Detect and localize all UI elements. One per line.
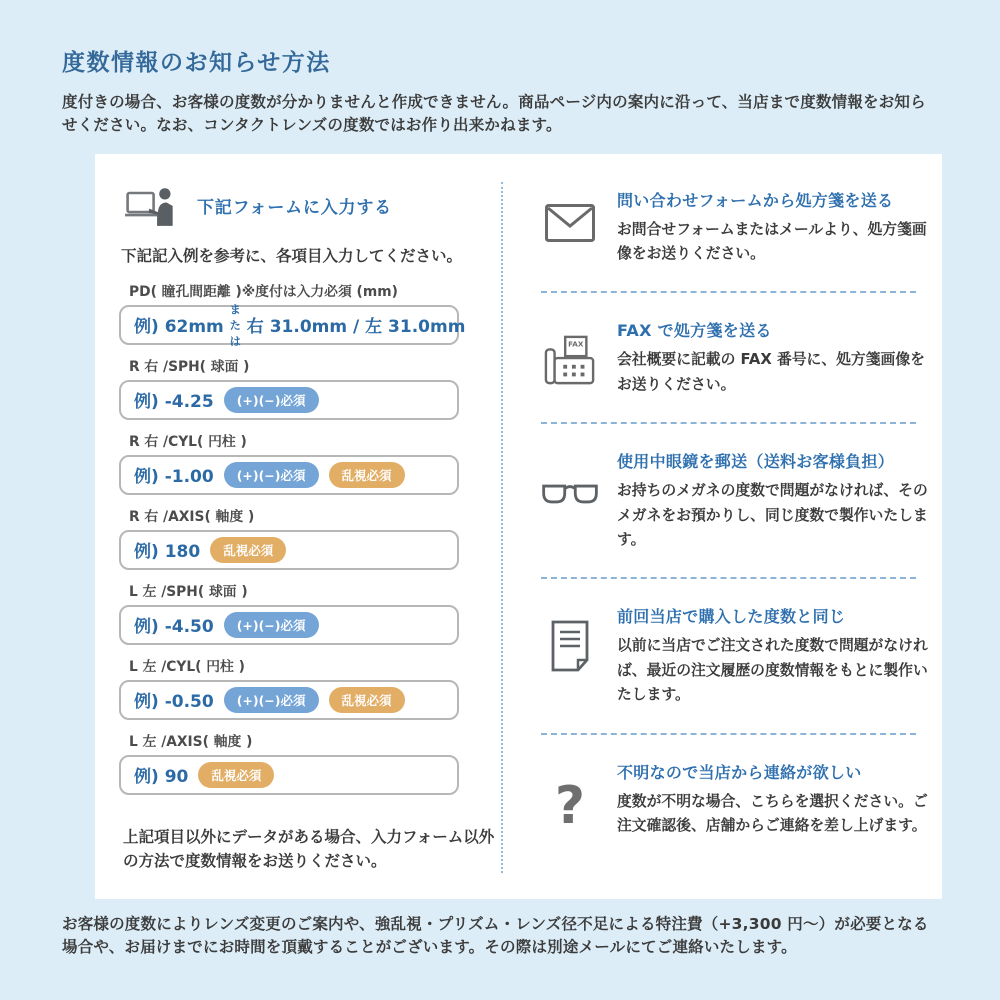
form-instruction: 下記記入例を参考に、各項目入力してください。: [121, 246, 463, 265]
alternative-methods-column: [501, 182, 942, 873]
field-label-l-cyl: L 左 /CYL( 円柱 ): [129, 658, 245, 675]
field-r-cyl: [119, 430, 501, 495]
dashed-divider: [541, 291, 916, 293]
method-unknown-contact-me: [541, 760, 928, 839]
fax-icon: [541, 318, 599, 397]
l-cyl-example-field[interactable]: [119, 680, 459, 720]
plus-minus-required-badge: (+)(−)必須: [224, 462, 319, 488]
method-body: お問合せフォームまたはメールより、処方箋画像をお送りください。: [617, 220, 927, 262]
envelope-icon: [541, 188, 599, 267]
field-label-r-cyl: R 右 /CYL( 円柱 ): [129, 433, 247, 450]
r-axis-example-field[interactable]: [119, 530, 459, 570]
method-body: 会社概要に記載の FAX 番号に、処方箋画像をお送りください。: [617, 351, 925, 393]
pd-example-value2: 右 31.0mm / 左 31.0mm: [246, 317, 466, 337]
astigmatism-required-badge: 乱視必須: [329, 462, 405, 488]
r-cyl-example-value: 例) -1.00: [134, 467, 214, 487]
method-body: 度数が不明な場合、こちらを選択ください。ご注文確認後、店舗からご連絡を差し上げます。: [617, 792, 928, 834]
footer-note: お客様の度数によりレンズ変更のご案内や、強乱視・プリズム・レンズ径不足による特注費（+3,300 円〜）が必要となる場合や、お届けまでにお時間を頂戴することがございます。その際は別途メールにてご連絡いたします。: [62, 914, 929, 956]
method-mail-glasses: [541, 449, 928, 552]
l-axis-example-field[interactable]: [119, 755, 459, 795]
r-sph-example-field[interactable]: [119, 380, 459, 420]
method-fax: [541, 318, 928, 397]
method-previous-order: [541, 604, 928, 707]
pd-example-or: または: [229, 302, 241, 348]
dashed-divider: [541, 422, 916, 424]
method-heading: 使用中眼鏡を郵送（送料お客様負担）: [617, 452, 895, 472]
field-label-l-axis: L 左 /AXIS( 軸度 ): [129, 733, 253, 750]
form-example-column: [95, 182, 501, 873]
form-note: 上記項目以外にデータがある場合、入力フォーム以外の方法で度数情報をお送りください。: [123, 827, 495, 870]
astigmatism-required-badge: 乱視必須: [210, 537, 286, 563]
question-icon: ?: [554, 775, 586, 836]
astigmatism-required-badge: 乱視必須: [198, 762, 274, 788]
field-label-pd: PD( 瞳孔間距離 )※度付は入力必須 (mm): [129, 283, 398, 300]
field-l-sph: [119, 580, 501, 645]
r-cyl-example-field[interactable]: [119, 455, 459, 495]
dashed-divider: [541, 733, 916, 735]
l-sph-example-value: 例) -4.50: [134, 617, 214, 637]
method-heading: 問い合わせフォームから処方箋を送る: [617, 190, 894, 210]
method-heading: 前回当店で購入した度数と同じ: [617, 607, 846, 627]
l-sph-example-field[interactable]: [119, 605, 459, 645]
l-cyl-example-value: 例) -0.50: [134, 692, 214, 712]
field-l-axis: [119, 730, 501, 795]
pd-example-field[interactable]: [119, 302, 466, 348]
astigmatism-required-badge: 乱視必須: [329, 687, 405, 713]
field-label-r-axis: R 右 /AXIS( 軸度 ): [129, 508, 255, 525]
form-section-heading: 下記フォームに入力する: [197, 198, 392, 218]
svg-text:FAX: FAX: [568, 339, 584, 349]
field-label-l-sph: L 左 /SPH( 球面 ): [129, 583, 248, 600]
method-heading: FAX で処方箋を送る: [617, 321, 772, 341]
method-body: お持ちのメガネの度数で問題がなければ、そのメガネをお預かりし、同じ度数で製作いたします。: [617, 482, 928, 548]
r-axis-example-value: 例) 180: [134, 542, 201, 562]
pd-example-value: 例) 62mm: [134, 317, 224, 337]
dashed-divider: [541, 577, 916, 579]
method-heading: 不明なので当店から連絡が欲しい: [617, 762, 862, 782]
plus-minus-required-badge: (+)(−)必須: [224, 387, 319, 413]
glasses-icon: [541, 449, 599, 552]
field-r-axis: [119, 505, 501, 570]
field-label-r-sph: R 右 /SPH( 球面 ): [129, 358, 250, 375]
method-body: 以前に当店でご注文された度数で問題がなければ、最近の注文履歴の度数情報をもとに製作いたします。: [617, 637, 928, 704]
field-pd: [119, 280, 501, 348]
field-r-sph: [119, 355, 501, 420]
page-title: 度数情報のお知らせ方法: [62, 50, 331, 76]
plus-minus-required-badge: (+)(−)必須: [224, 687, 319, 713]
field-l-cyl: [119, 655, 501, 720]
plus-minus-required-badge: (+)(−)必須: [224, 612, 319, 638]
person-at-computer-icon: [125, 186, 177, 226]
l-axis-example-value: 例) 90: [134, 767, 189, 787]
form-header: [119, 186, 501, 226]
intro-text: 度付きの場合、お客様の度数が分かりませんと作成できません。商品ページ内の案内に沿って、当店まで度数情報をお知らせください。なお、コンタクトレンズの度数ではお作り出来かねます。: [62, 93, 926, 135]
document-icon: [541, 604, 599, 707]
methods-panel: [95, 154, 942, 899]
r-sph-example-value: 例) -4.25: [134, 392, 214, 412]
method-contact-form: [541, 188, 928, 267]
